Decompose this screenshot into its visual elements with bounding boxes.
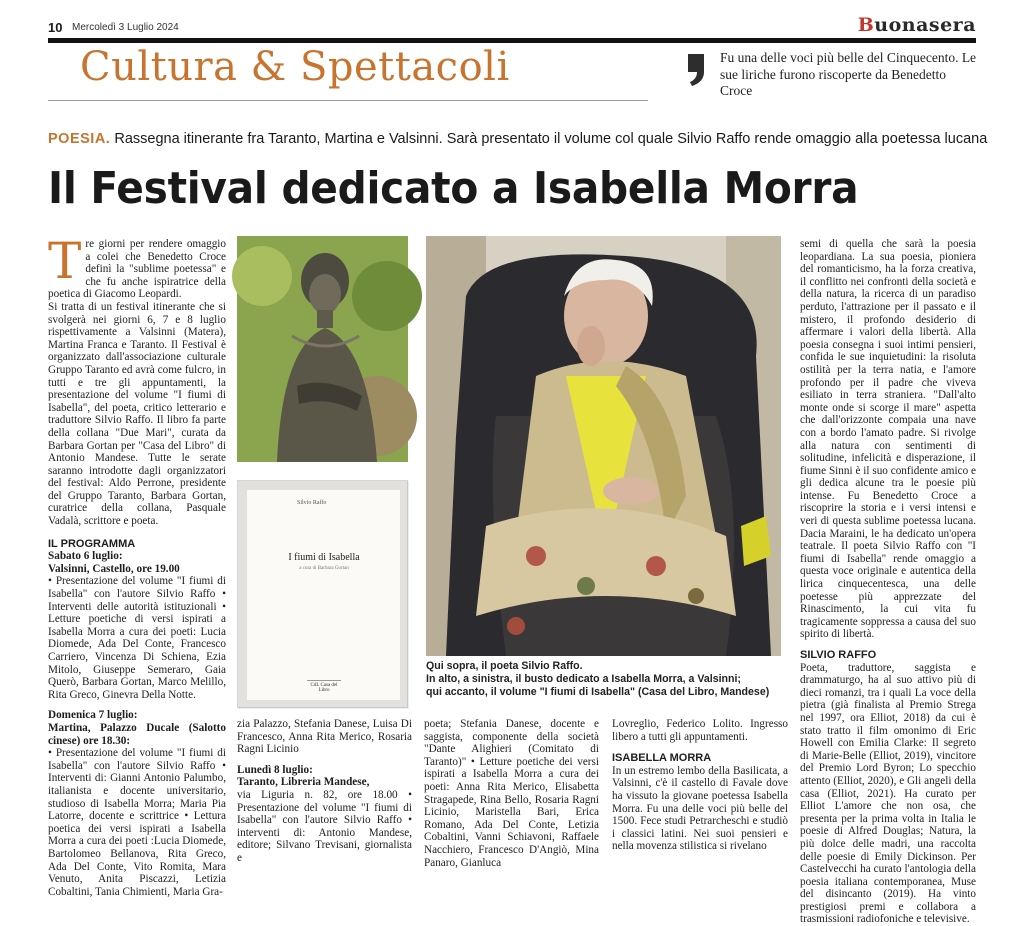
day3-place: Taranto, Libreria Mandese, [237, 776, 370, 789]
article-column-3 [424, 718, 599, 869]
article-column-4 [612, 718, 788, 853]
day3-title: Lunedì 8 luglio: [237, 763, 313, 776]
book-subtitle: a cura di Barbara Gortan [299, 566, 349, 571]
statue-photo [237, 236, 408, 462]
statue-illustration [237, 236, 408, 462]
article-column-right [800, 238, 976, 926]
day3-text: via Liguria n. 82, ore 18.00 • Presentazione del volume "I fiumi di Isabella" con l'autore Silvio Raffo • interventi di: Antonio Mandese, editore; Silvano Trevisani, giornalista e [237, 788, 412, 864]
right-text: semi di quella che sarà la poesia leopardiana. La sua poesia, pioniera del romanticismo, ha la forza creativa, il conflitto nei confronti della società e della natura, la ricerca di un paradiso perduto, l'attrazione per il passato e il mistero, il profondo desiderio di affermare i valori della libertà. Alla poesia consegna i suoi intimi pensieri, confida le sue inquietudini: la risoluta ostilità per la terra natia, e l'amore profondo per il padre che viveva esiliato in terra straniera. "Dall'alto monte onde si scorge il mare" aspetta che dall'orizzonte compaia una nave con a bordo l'amato padre. Si rivolge alla natura con sentimenti di solitudine, infelicità e disperazione, il fiume Sinni è il suo confidente amico e gli dedica alcune tra le poesie più intense. Fu Benedetto Croce a riscoprire la storia e i versi intensi e veri di questa sublime poetessa lucana. Dacia Maraini, le ha dedicato un'opera teatrale. Il poeta Silvio Raffo con "I fiumi di Isabella" rende omaggio a questa voce originale e autentica della lirica cinquecentesca, una delle poetesse più apprezzate del Rinascimento, la cui vita fu tragicamente soppressa a causa del suo spirito di libertà. [800, 238, 976, 641]
day1-text: • Presentazione del volume "I fiumi di Isabella" con l'autore Silvio Raffo • Interventi delle autorità istituzionali • Letture poetiche di versi ispirati a Isabella Morra a cura dei poeti: Lucia Diomede, Ada Del Conte, Francesco Carriero, Vincenza Di Schiena, Ezia Mitolo, Giuseppe Semeraro, Gaia Querò, Barbara Gortan, Marco Melillo, Rita Greco, Ginevra Della Notte. [48, 575, 226, 701]
page-date: Mercoledì 3 Luglio 2024 [72, 22, 179, 33]
article-kicker [48, 131, 988, 147]
article-headline: Il Festival dedicato a Isabella Morra [48, 163, 859, 214]
page-number: 10 [48, 20, 63, 35]
book-page [246, 489, 401, 701]
caption-line-3: qui accanto, il volume "I fiumi di Isabella" (Casa del Libro, Mandese) [426, 686, 770, 698]
caption-line-1: Qui sopra, il poeta Silvio Raffo. [426, 660, 583, 672]
col2-text: zia Palazzo, Stefania Danese, Luisa Di Francesco, Anna Rita Merico, Rosaria Ragni Licinio [237, 718, 412, 756]
day2-text: • Presentazione del volume "I fiumi di Isabella" con l'autore Silvio Raffo • Interventi di: Gianni Antonio Palumbo, italianista e docente universitario, studioso di Isabella Morra; Maria Pia Latorre, docente e scrittrice • Lettura poetica dei versi ispirati a Isabella Morra a cura dei poeti :Lucia Diomede, Bartolomeo Bellanova, Rita Greco, Ada Del Conte, Vito Romita, Mara Venuto, Anita Piscazzi, Letizia Cobaltini, Tania Chimienti, Maria Gra- [48, 747, 226, 898]
drop-cap: T [48, 232, 82, 290]
section-rule [48, 100, 648, 101]
day1-place: Valsinni, Castello, ore 19.00 [48, 562, 180, 575]
article-column-1 [48, 232, 226, 898]
morra-text: In un estremo lembo della Basilicata, a Valsinni, c'è il castello di Favale dove ha vissuto la giovane poetessa Isabella Morra. Fu una delle voci più belle del 1500. Fece studi Petrarcheschi e studiò i classici latini. Nei suoi pensieri e nella movenza stilistica si rivelano [612, 764, 788, 853]
book-author: Silvio Raffo [297, 500, 327, 506]
photo-caption [426, 660, 786, 699]
day2-title: Domenica 7 luglio: [48, 709, 138, 722]
morra-heading: ISABELLA MORRA [612, 752, 712, 765]
body-paragraph: Si tratta di un festival itinerante che si svolgerà nei giorni 6, 7 e 8 luglio rispettivamente a Valsinni (Matera), Martina Franca e Taranto. Il Festival è organizzato dall'associazione culturale Gruppo Taranto ed avrà come fulcro, in tutti e tre gli appuntamenti, la presentazione del volume "I fiumi di Isabella", del poeta, critico letterario e traduttore Silvio Raffo. Il libro fa parte della collana "Due Mari", curata da Barbara Gortan per "Casa del Libro" di Antonio Mandese. Tutte le serate saranno introdotte dagli organizzatori del festival: Aldo Perrone, presidente del Gruppo Taranto, Barbara Gortan, curatrice della collana, Pasquale Vadalà, scrittore e poeta. [48, 300, 226, 528]
portrait-photo [426, 236, 781, 656]
day2-place: Martina, Palazzo Ducale (Salotto cinese) ore 18.30: [48, 721, 226, 747]
caption-line-2: In alto, a sinistra, il busto dedicato a Isabella Morra, a Valsinni; [426, 673, 741, 685]
section-title: Cultura & Spettacoli [80, 44, 510, 90]
raffo-heading: SILVIO RAFFO [800, 649, 877, 661]
day1-title: Sabato 6 luglio: [48, 550, 123, 563]
intro-paragraph: re giorni per rendere omaggio a colei che Benedetto Croce definì la "sublime poetessa" e che fu anche ispiratrice della poetica di Giacomo Leopardi. [48, 238, 226, 301]
col4-text: Lovreglio, Federico Lolito. Ingresso libero a tutti gli appuntamenti. [612, 718, 788, 743]
brand-initial: B [857, 14, 875, 36]
book-cover-photo [237, 480, 408, 708]
portrait-illustration [426, 236, 781, 656]
quote-icon [686, 52, 708, 88]
newspaper-brand [858, 14, 976, 36]
book-title: I fiumi di Isabella [288, 552, 360, 563]
article-column-2 [237, 718, 412, 865]
programma-heading: IL PROGRAMMA [48, 537, 136, 550]
kicker-label: POESIA. [48, 131, 111, 147]
kicker-text: Rassegna itinerante fra Taranto, Martina e Valsinni. Sarà presentato il volume col quale Silvio Raffo rende omaggio alla poetessa lucana [114, 131, 988, 147]
brand-rest: uonasera [874, 14, 976, 36]
raffo-text: Poeta, traduttore, saggista e drammaturgo, ha al suo attivo più di dieci romanzi, tra i quali La voce della pietra (già finalista al Premio Strega nel 1997, ora Elliot, 2018) da cui è stato tratto il film omonimo di Eric Howell con Emilia Clarke: Il segreto di Marie-Belle (Elliot, 2019), vincitore del Premio Lord Byron; Lo specchio attento (Elliot, 2020), e Gli angeli della casa (Elliot, 2021). Ha curato per Elliot L'amore che non osa, che presenta per la prima volta in Italia le poesie di Alfred Douglas; Natura, la più dolce delle madri, una raccolta delle poesie di Emily Dickinson. Per Castelvecchi ha curato l'antologia della poesia italiana contemporanea, Muse del disincanto (2019). Ha vinto prestigiosi premi e collabora a trasmissioni radiofoniche e televisive. [800, 661, 976, 926]
section-quote: Fu una delle voci più belle del Cinquecento. Le sue liriche furono riscoperte da Benedetto Croce [720, 50, 977, 98]
book-publisher: CdL Casa del Libro [307, 680, 341, 693]
header-rule [48, 38, 976, 43]
col3-text: poeta; Stefania Danese, docente e saggista, componente della società "Dante Alighieri (Comitato di Taranto)" • Letture poetiche dei versi ispirati a Isabella Morra a cura dei poeti: Anna Rita Merico, Elisabetta Stragapede, Rina Bello, Rosaria Ragni Licinio, Maristella Bari, Erica Romano, Ada Del Conte, Letizia Cobaltini, Vanni Schiavoni, Raffaele Nacchiero, Francesco D'Angiò, Mina Panaro, Gianluca [424, 718, 599, 869]
